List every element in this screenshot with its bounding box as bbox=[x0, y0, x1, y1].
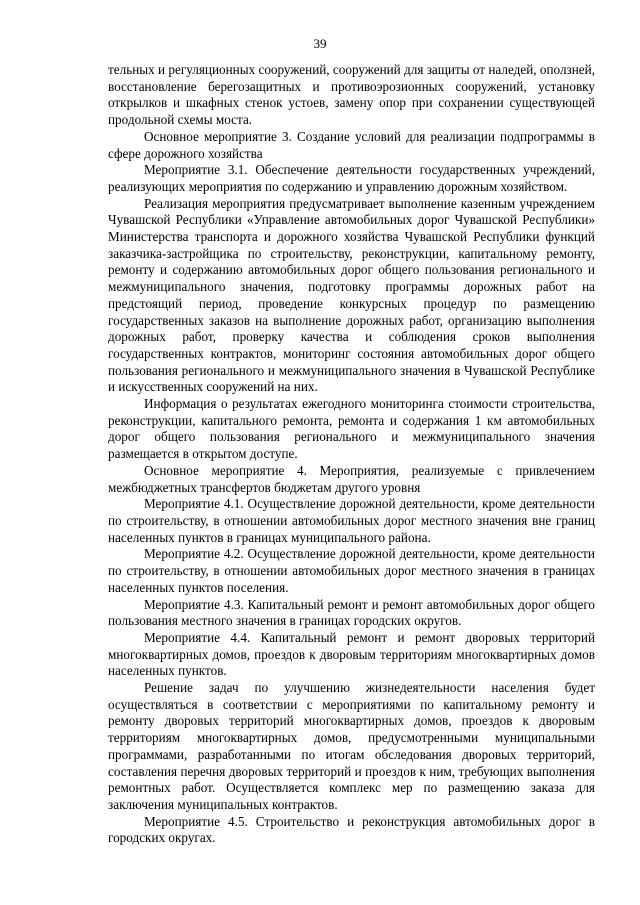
paragraph-main-activity-3: Основное мероприятие 3. Создание условий для реализации подпрограммы в сфере дорожного хозяйства bbox=[108, 128, 595, 161]
page-number: 39 bbox=[313, 36, 327, 51]
paragraph-activity-4-1: Мероприятие 4.1. Осуществление дорожной деятельности, кроме деятельности по строительству, в отношении автомобильных дорог местного значения вне границ населенных пунктов в границах муниципального района. bbox=[108, 496, 595, 545]
paragraph-activity-4-3: Мероприятие 4.3. Капитальный ремонт и ремонт автомобильных дорог общего пользования местного значения в границах городских округов. bbox=[108, 596, 595, 629]
paragraph-tasks-solution: Решение задач по улучшению жизнедеятельности населения будет осуществляться в соответствии с мероприятиями по капитальному ремонту и ремонту дворовых территорий многоквартирных домов, проездов к дворовым территориям многоквартирных домов, предусмотренными муниципальными программами, разработанными по итогам обследования дворовых территорий, составления перечня дворовых территорий и проездов к ним, требующих выполнения ремонтных работ. Осуществляется комплекс мер по размещению заказа для заключения муниципальных контрактов. bbox=[108, 680, 595, 812]
paragraph-activity-4-4: Мероприятие 4.4. Капитальный ремонт и ремонт дворовых территорий многоквартирных домов, проездов к дворовым территориям многоквартирных домов населенных пунктов. bbox=[108, 629, 595, 679]
document-body bbox=[108, 62, 595, 847]
paragraph-activity-4-2: Мероприятие 4.2. Осуществление дорожной деятельности, кроме деятельности по строительству, в отношении автомобильных дорог местного значения в границах населенных пунктов поселения. bbox=[108, 546, 595, 595]
paragraph-implementation: Реализация мероприятия предусматривает выполнение казенным учреждением Чувашской Республики «Управление автомобильных дорог Чувашской Республики» Министерства транспорта и дорожного хозяйства Чувашской Республики функций заказчика-застройщика по строительству, реконструкции, капитальному ремонту, ремонту и содержанию автомобильных дорог общего пользования регионального и межмуниципального значения, подготовку программы дорожных работ на предстоящий период, проведение конкурсных процедур по размещению государственных заказов на выполнение дорожных работ, организацию выполнения дорожных работ, проверку качества и соблюдения сроков выполнения государственных контрактов, мониторинг состояния автомобильных дорог общего пользования регионального и межмуниципального значения в Чувашской Республике и искусственных сооружений на них. bbox=[108, 195, 595, 395]
paragraph-main-activity-4: Основное мероприятие 4. Мероприятия, реализуемые с привлечением межбюджетных трансфертов бюджетам другого уровня bbox=[108, 462, 595, 495]
paragraph-monitoring-info: Информация о результатах ежегодного мониторинга стоимости строительства, реконструкции, капитального ремонта, ремонта и содержания 1 км автомобильных дорог общего пользования регионального и межмуниципального значения размещается в открытом доступе. bbox=[108, 396, 595, 462]
paragraph-activity-3-1: Мероприятие 3.1. Обеспечение деятельности государственных учреждений, реализующих мероприятия по содержанию и управлению дорожным хозяйством. bbox=[108, 162, 595, 194]
paragraph-continuation: тельных и регуляционных сооружений, сооружений для защиты от наледей, оползней, восстановление берегозащитных и противоэрозионных сооружений, установку открылков и шкафных стенок устоев, замену опор при сохранении существующей продольной схемы моста. bbox=[108, 62, 595, 128]
paragraph-activity-4-5: Мероприятие 4.5. Строительство и реконструкция автомобильных дорог в городских округах. bbox=[108, 813, 595, 846]
